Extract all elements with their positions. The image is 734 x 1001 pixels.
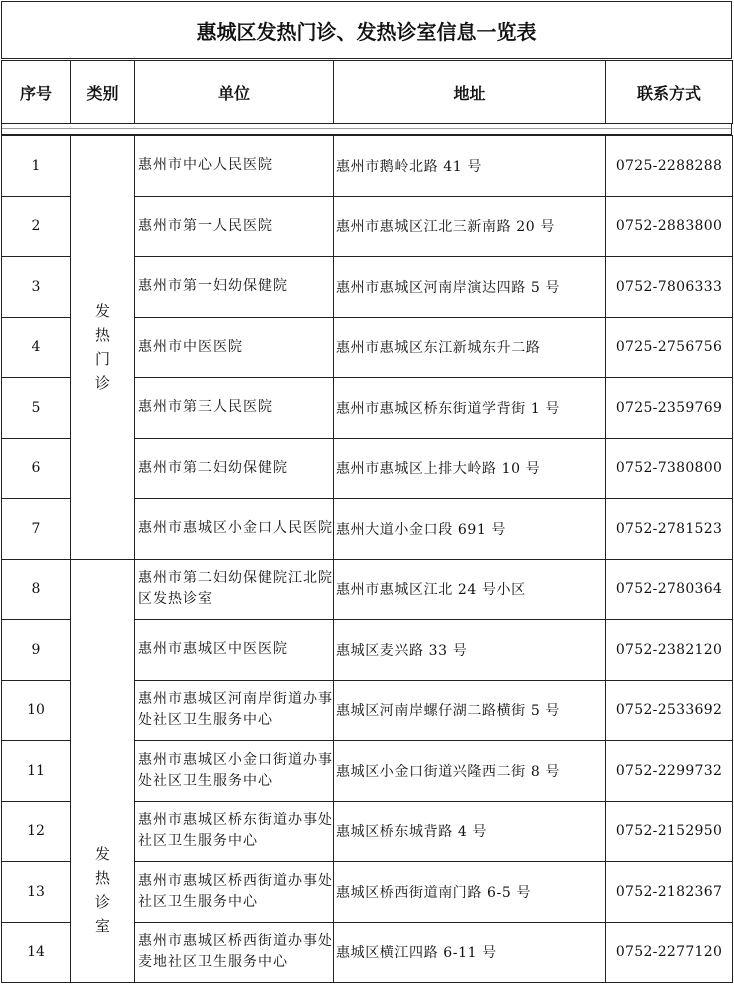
phone-number: 0752-2781523 <box>606 499 733 560</box>
row-number: 4 <box>2 317 71 378</box>
address: 惠城区小金口街道兴隆西二街 8 号 <box>334 741 606 802</box>
header-table <box>1 60 733 124</box>
unit-name: 惠州市第一妇幼保健院 <box>135 257 334 318</box>
phone-number: 0752-7380800 <box>606 438 733 499</box>
row-number: 2 <box>2 196 71 257</box>
unit-name: 惠州市第二妇幼保健院江北院区发热诊室 <box>135 559 334 620</box>
table-spacer <box>1 123 732 135</box>
header-phone: 联系方式 <box>606 61 733 124</box>
row-number: 11 <box>2 741 71 802</box>
unit-name: 惠州市惠城区桥西街道办事处麦地社区卫生服务中心 <box>135 922 334 983</box>
unit-name: 惠州市中医医院 <box>135 317 334 378</box>
row-number: 10 <box>2 680 71 741</box>
phone-number: 0752-2883800 <box>606 196 733 257</box>
unit-name: 惠州市惠城区桥西街道办事处社区卫生服务中心 <box>135 862 334 923</box>
phone-number: 0752-2533692 <box>606 680 733 741</box>
address: 惠州市惠城区江北三新南路 20 号 <box>334 196 606 257</box>
unit-name: 惠州市惠城区桥东街道办事处社区卫生服务中心 <box>135 801 334 862</box>
header-unit: 单位 <box>135 61 334 124</box>
row-number: 9 <box>2 620 71 681</box>
category-fever-room <box>71 559 135 983</box>
address: 惠州市鹅岭北路 41 号 <box>334 136 606 197</box>
category-label: 发热诊室 <box>94 845 110 935</box>
unit-name: 惠州市惠城区河南岸街道办事处社区卫生服务中心 <box>135 680 334 741</box>
phone-number: 0752-2277120 <box>606 922 733 983</box>
row-number: 12 <box>2 801 71 862</box>
row-number: 13 <box>2 862 71 923</box>
address: 惠城区桥东城背路 4 号 <box>334 801 606 862</box>
row-number: 5 <box>2 378 71 439</box>
unit-name: 惠州市惠城区小金口人民医院 <box>135 499 334 560</box>
address: 惠城区河南岸螺仔湖二路横街 5 号 <box>334 680 606 741</box>
row-number: 1 <box>2 136 71 197</box>
address: 惠城区桥西街道南门路 6-5 号 <box>334 862 606 923</box>
row-number: 8 <box>2 559 71 620</box>
address: 惠州市惠城区东江新城东升二路 <box>334 317 606 378</box>
table-title: 惠城区发热门诊、发热诊室信息一览表 <box>1 1 732 59</box>
phone-number: 0752-7806333 <box>606 257 733 318</box>
address: 惠州大道小金口段 691 号 <box>334 499 606 560</box>
category-fever-clinic <box>71 136 135 560</box>
address: 惠州市惠城区河南岸演达四路 5 号 <box>334 257 606 318</box>
row-number: 7 <box>2 499 71 560</box>
category-label: 发热门诊 <box>94 302 110 393</box>
row-number: 14 <box>2 922 71 983</box>
header-category: 类别 <box>71 61 135 124</box>
address: 惠州市惠城区江北 24 号小区 <box>334 559 606 620</box>
header-row <box>2 61 733 124</box>
header-address: 地址 <box>334 61 606 124</box>
phone-number: 0725-2359769 <box>606 378 733 439</box>
address: 惠州市惠城区桥东街道学背街 1 号 <box>334 378 606 439</box>
phone-number: 0725-2288288 <box>606 136 733 197</box>
unit-name: 惠州市第三人民医院 <box>135 378 334 439</box>
address: 惠城区麦兴路 33 号 <box>334 620 606 681</box>
unit-name: 惠州市惠城区中医医院 <box>135 620 334 681</box>
row-number: 3 <box>2 257 71 318</box>
phone-number: 0752-2152950 <box>606 801 733 862</box>
unit-name: 惠州市第一人民医院 <box>135 196 334 257</box>
unit-name: 惠州市惠城区小金口街道办事处社区卫生服务中心 <box>135 741 334 802</box>
phone-number: 0752-2780364 <box>606 559 733 620</box>
row-number: 6 <box>2 438 71 499</box>
data-table-body <box>2 136 733 983</box>
address: 惠城区横江四路 6-11 号 <box>334 922 606 983</box>
phone-number: 0725-2756756 <box>606 317 733 378</box>
phone-number: 0752-2182367 <box>606 862 733 923</box>
data-table <box>1 135 733 983</box>
unit-name: 惠州市第二妇幼保健院 <box>135 438 334 499</box>
phone-number: 0752-2299732 <box>606 741 733 802</box>
table-row <box>2 136 733 197</box>
table-row <box>2 559 733 620</box>
address: 惠州市惠城区上排大岭路 10 号 <box>334 438 606 499</box>
phone-number: 0752-2382120 <box>606 620 733 681</box>
fever-clinic-table-sheet <box>1 1 733 1000</box>
header-no: 序号 <box>2 61 71 124</box>
unit-name: 惠州市中心人民医院 <box>135 136 334 197</box>
